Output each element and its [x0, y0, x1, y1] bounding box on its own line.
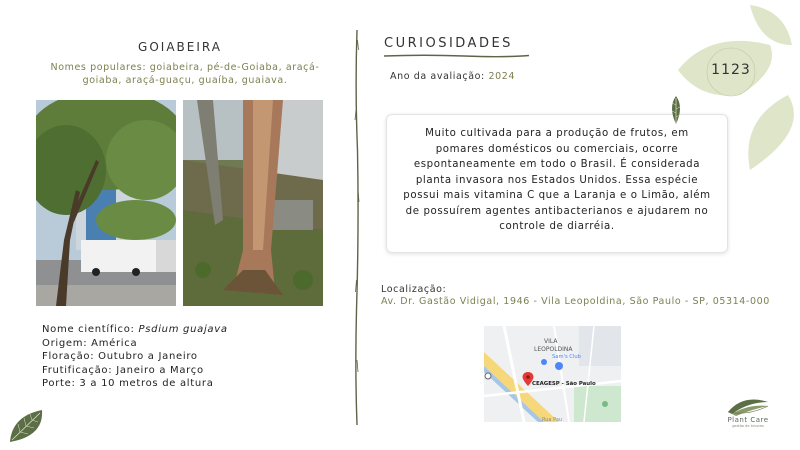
- map-poi-sams: Sam's Club: [552, 354, 581, 360]
- map-poi-ceagesp: CEAGESP - São Paulo: [532, 381, 596, 387]
- logo-name: Plant Care: [727, 416, 769, 424]
- leaf-icon: [750, 5, 792, 45]
- map-district-2: LEOPOLDINA: [534, 346, 573, 353]
- location-map[interactable]: [484, 326, 621, 422]
- leaf-icon: [668, 95, 684, 125]
- popular-names: Nomes populares: goiabeira, pé-de-Goiaba, araçá-goiaba, araçá-guaçu, guaíba, guaiava.: [50, 62, 320, 86]
- title-underline: [384, 52, 529, 60]
- scientific-name-value: Psdium guajava: [138, 324, 228, 335]
- location-address[interactable]: Av. Dr. Gastão Vidigal, 1946 - Vila Leopoldina, São Paulo - SP, 05314-000: [381, 296, 770, 307]
- fact-fruiting: Frutificação: Janeiro a Março: [42, 364, 204, 376]
- vertical-divider: [352, 30, 362, 425]
- leaf-icon: [748, 95, 794, 170]
- plant-id-number: 1123: [711, 62, 751, 78]
- description-text: Muito cultivada para a produção de frutos, em pomares domésticos ou comerciais, ocorre espontaneamente em todo o Brasil. É considerada planta invasora nos Estados Unidos. Essa espécie possui mais vitamina C que a Laranja e o Limão, além de possuírem agentes antibacterianos e ajudarem no controle de diarréia.: [403, 128, 711, 232]
- section-title: CURIOSIDADES: [384, 36, 513, 51]
- leaf-decoration: [670, 0, 800, 180]
- logo-tagline: gestão de árvores: [732, 424, 764, 428]
- trunk-photo: [183, 100, 323, 306]
- fact-scientific-name: Nome científico: Psdium guajava: [42, 324, 228, 335]
- fact-flowering: Floração: Outubro a Janeiro: [42, 351, 198, 362]
- fact-size: Porte: 3 a 10 metros de altura: [42, 378, 214, 389]
- leaf-icon: [8, 408, 46, 444]
- location-label: Localização:: [381, 284, 447, 295]
- evaluation-year: Ano da avaliação: 2024: [390, 71, 516, 82]
- tree-photo: [36, 100, 176, 306]
- fact-origin: Origem: América: [42, 337, 138, 349]
- year-value: 2024: [488, 71, 516, 82]
- plant-title: GOIABEIRA: [138, 40, 222, 54]
- map-street: Rua Pau: [542, 417, 563, 422]
- map-district-1: VILA: [544, 338, 558, 345]
- plant-facts: [42, 323, 228, 391]
